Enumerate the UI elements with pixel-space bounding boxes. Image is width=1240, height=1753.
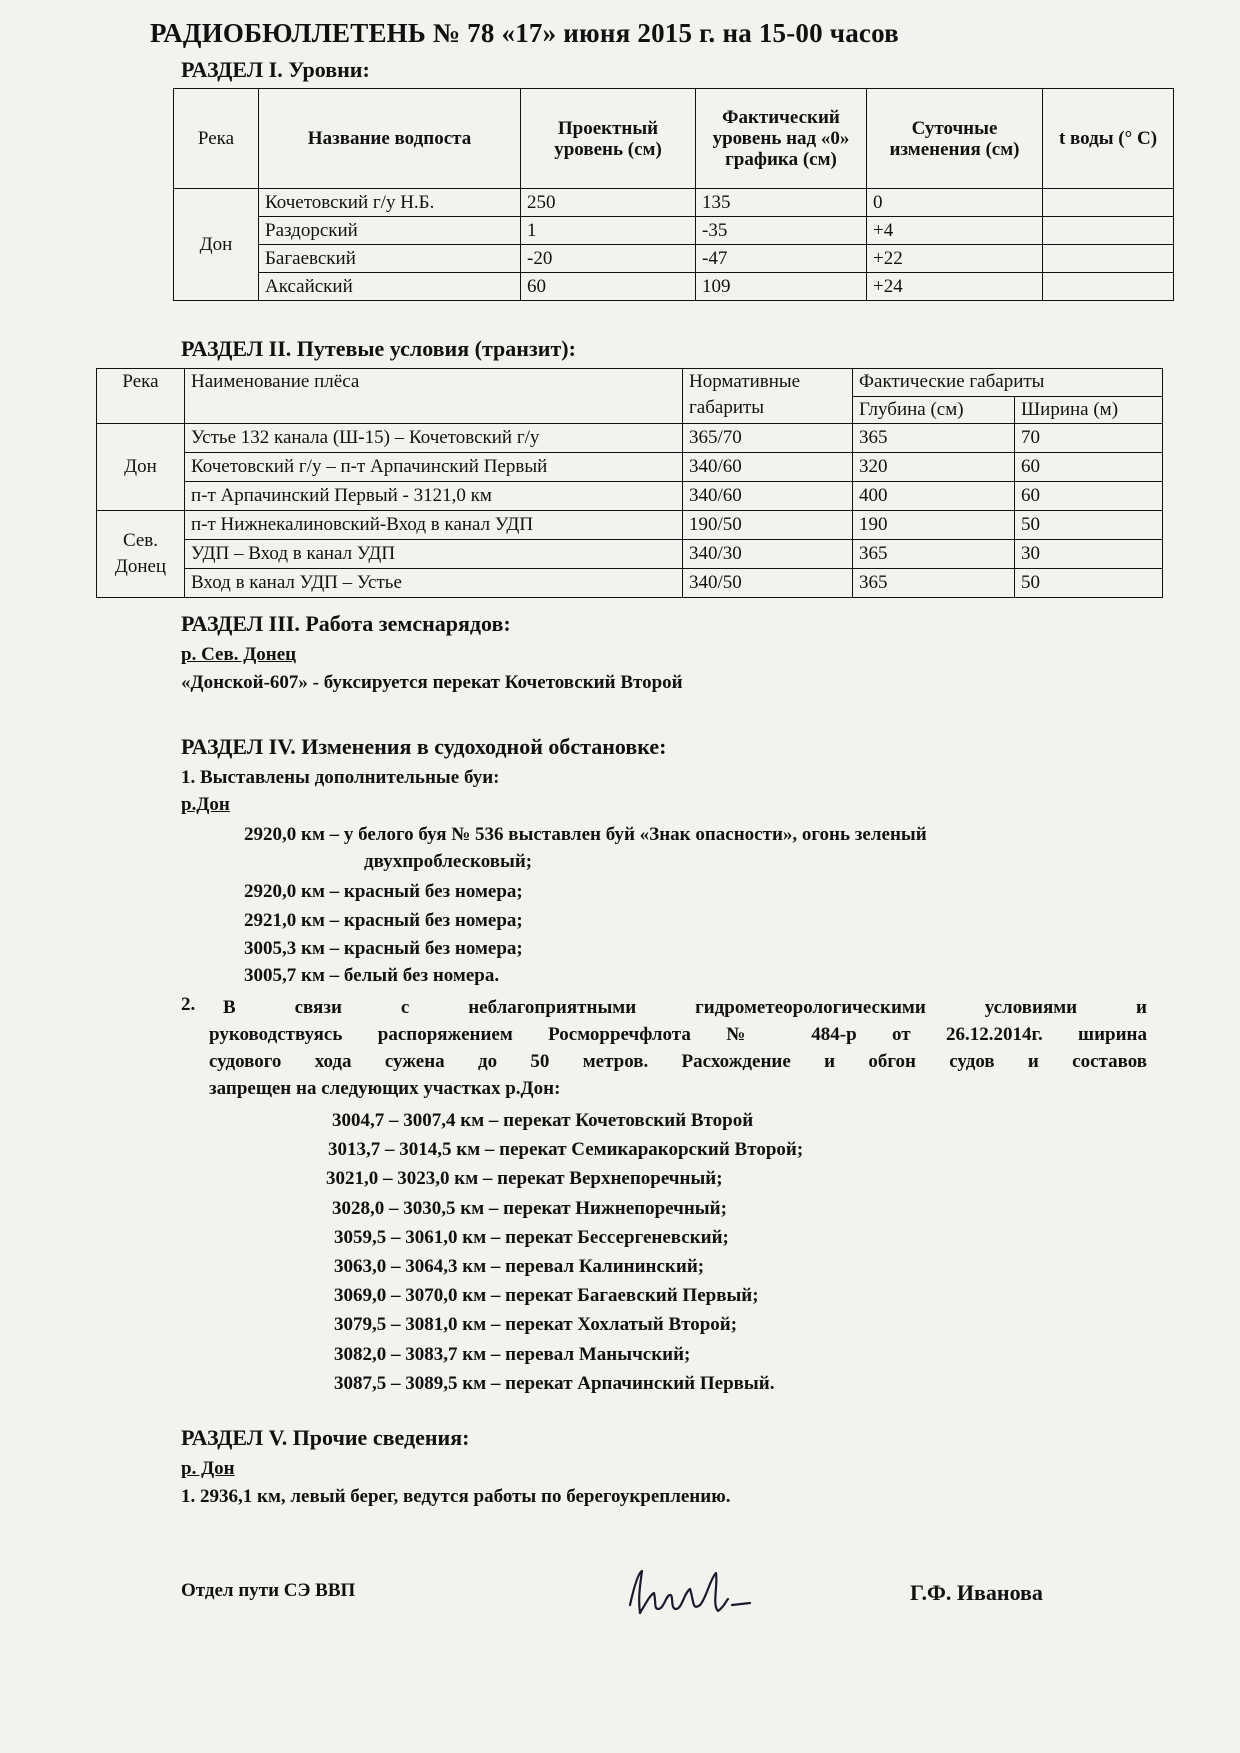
list-item: 3063,0 – 3064,3 км – перевал Калининский; — [334, 1256, 705, 1278]
item2-line: судового хода сужена до 50 метров. Расхождение и обгон судов и составов — [209, 1051, 1147, 1072]
item2-paragraph — [209, 994, 1147, 1102]
header-norm: Нормативные габариты — [683, 369, 853, 424]
design-level: 1 — [521, 217, 696, 245]
table-row — [97, 424, 1163, 453]
transit-header-row — [97, 369, 1163, 397]
actual-depth: 365 — [853, 540, 1015, 569]
norm-dims: 340/60 — [683, 453, 853, 482]
section3-heading: РАЗДЕЛ III. Работа земснарядов: — [181, 611, 511, 636]
water-temp — [1043, 273, 1174, 301]
daily-change: +24 — [867, 273, 1043, 301]
actual-width: 50 — [1015, 511, 1163, 540]
design-level: -20 — [521, 245, 696, 273]
list-item: 3087,5 – 3089,5 км – перекат Арпачинский Первый. — [334, 1372, 775, 1394]
header-daily-change: Суточные изменения (см) — [867, 89, 1043, 189]
section2-heading: РАЗДЕЛ II. Путевые условия (транзит): — [181, 336, 576, 361]
list-item: 3028,0 – 3030,5 км – перекат Нижнепоречный; — [332, 1197, 727, 1219]
actual-level: -47 — [696, 245, 867, 273]
actual-level: 109 — [696, 273, 867, 301]
section4-river: р.Дон — [181, 794, 230, 815]
header-actual: Фактические габариты — [853, 369, 1163, 397]
daily-change: +4 — [867, 217, 1043, 245]
river-cell: Дон — [174, 189, 259, 301]
header-design-level: Проектный уровень (см) — [521, 89, 696, 189]
list-item: 3013,7 – 3014,5 км – перекат Семикаракорский Второй; — [328, 1139, 804, 1161]
daily-change: +22 — [867, 245, 1043, 273]
department-label: Отдел пути СЭ ВВП — [181, 1580, 356, 1601]
table-row — [97, 453, 1163, 482]
item2-line: В связи с неблагоприятными гидрометеорологическими условиями и — [223, 997, 1147, 1018]
reach-name: п-т Арпачинский Первый - 3121,0 км — [185, 482, 683, 511]
post-name: Раздорский — [259, 217, 521, 245]
norm-dims: 340/30 — [683, 540, 853, 569]
table-row — [174, 217, 1174, 245]
header-river: Река — [174, 89, 259, 189]
header-water-temp: t воды (° С) — [1043, 89, 1174, 189]
table-row — [97, 511, 1163, 540]
section4-heading: РАЗДЕЛ IV. Изменения в судоходной обстановке: — [181, 734, 667, 759]
table-row — [97, 482, 1163, 511]
reach-name: Кочетовский г/у – п-т Арпачинский Первый — [185, 453, 683, 482]
table-row — [174, 245, 1174, 273]
actual-depth: 365 — [853, 569, 1015, 598]
actual-width: 30 — [1015, 540, 1163, 569]
section5-river: р. Дон — [181, 1458, 235, 1479]
norm-dims: 190/50 — [683, 511, 853, 540]
water-temp — [1043, 217, 1174, 245]
actual-width: 50 — [1015, 569, 1163, 598]
water-temp — [1043, 245, 1174, 273]
list-item: 3082,0 – 3083,7 км – перевал Манычский; — [334, 1343, 691, 1365]
list-item: 3004,7 – 3007,4 км – перекат Кочетовский Второй — [332, 1110, 754, 1131]
item2-number: 2. — [181, 994, 196, 1015]
buoy-line: 2920,0 км – красный без номера; — [244, 881, 523, 902]
table-row — [174, 273, 1174, 301]
reach-name: Устье 132 канала (Ш-15) – Кочетовский г/у — [185, 424, 683, 453]
actual-depth: 400 — [853, 482, 1015, 511]
norm-dims: 340/50 — [683, 569, 853, 598]
header-depth: Глубина (см) — [853, 397, 1015, 424]
levels-table — [173, 88, 1174, 301]
levels-header-row — [174, 89, 1174, 189]
post-name: Аксайский — [259, 273, 521, 301]
item2-line: руководствуясь распоряжением Росморречфлота № 484-р от 26.12.2014г. ширина — [209, 1024, 1147, 1045]
list-item: 3059,5 – 3061,0 км – перекат Бессергеневский; — [334, 1226, 729, 1248]
table-row — [174, 189, 1174, 217]
section5-heading: РАЗДЕЛ V. Прочие сведения: — [181, 1425, 470, 1450]
reach-name: УДП – Вход в канал УДП — [185, 540, 683, 569]
buoy-line: 2920,0 км – у белого буя № 536 выставлен буй «Знак опасности», огонь зеленый — [244, 824, 927, 845]
river-cell: Сев. Донец — [97, 511, 185, 598]
buoy-line: 3005,7 км – белый без номера. — [244, 965, 500, 986]
header-actual-level: Фактический уровень над «0» графика (см) — [696, 89, 867, 189]
list-item: 3079,5 – 3081,0 км – перекат Хохлатый Второй; — [334, 1314, 738, 1336]
list-item: 3069,0 – 3070,0 км – перекат Багаевский Первый; — [334, 1285, 759, 1307]
transit-table — [96, 368, 1163, 598]
reach-name: п-т Нижнекалиновский-Вход в канал УДП — [185, 511, 683, 540]
actual-depth: 365 — [853, 424, 1015, 453]
section5-text: 1. 2936,1 км, левый берег, ведутся работы по берегоукреплению. — [181, 1486, 731, 1507]
header-river: Река — [97, 369, 185, 424]
table-row — [97, 569, 1163, 598]
header-width: Ширина (м) — [1015, 397, 1163, 424]
section4-item1: 1. Выставлены дополнительные буи: — [181, 767, 500, 788]
actual-depth: 320 — [853, 453, 1015, 482]
section3-text: «Донской-607» - буксируется перекат Кочетовский Второй — [181, 672, 683, 693]
actual-width: 70 — [1015, 424, 1163, 453]
water-temp — [1043, 189, 1174, 217]
section3-river: р. Сев. Донец — [181, 644, 297, 665]
river-cell: Дон — [97, 424, 185, 511]
item2-line: запрещен на следующих участках р.Дон: — [209, 1078, 561, 1099]
buoy-line-cont: двухпроблесковый; — [364, 851, 533, 872]
design-level: 60 — [521, 273, 696, 301]
actual-width: 60 — [1015, 453, 1163, 482]
actual-level: -35 — [696, 217, 867, 245]
document-title: РАДИОБЮЛЛЕТЕНЬ № 78 «17» июня 2015 г. на 15-00 часов — [150, 18, 899, 48]
norm-dims: 365/70 — [683, 424, 853, 453]
header-post: Название водпоста — [259, 89, 521, 189]
post-name: Кочетовский г/у Н.Б. — [259, 189, 521, 217]
actual-width: 60 — [1015, 482, 1163, 511]
stretch-list — [326, 1106, 803, 1398]
table-row — [97, 540, 1163, 569]
header-reach: Наименование плёса — [185, 369, 683, 424]
actual-level: 135 — [696, 189, 867, 217]
buoy-line: 3005,3 км – красный без номера; — [244, 938, 523, 959]
reach-name: Вход в канал УДП – Устье — [185, 569, 683, 598]
norm-dims: 340/60 — [683, 482, 853, 511]
actual-depth: 190 — [853, 511, 1015, 540]
signatory-name: Г.Ф. Иванова — [910, 1580, 1043, 1605]
signature-icon — [620, 1565, 770, 1625]
section1-heading: РАЗДЕЛ I. Уровни: — [181, 57, 370, 82]
daily-change: 0 — [867, 189, 1043, 217]
design-level: 250 — [521, 189, 696, 217]
buoy-line: 2921,0 км – красный без номера; — [244, 910, 523, 931]
post-name: Багаевский — [259, 245, 521, 273]
list-item: 3021,0 – 3023,0 км – перекат Верхнепоречный; — [326, 1168, 723, 1190]
